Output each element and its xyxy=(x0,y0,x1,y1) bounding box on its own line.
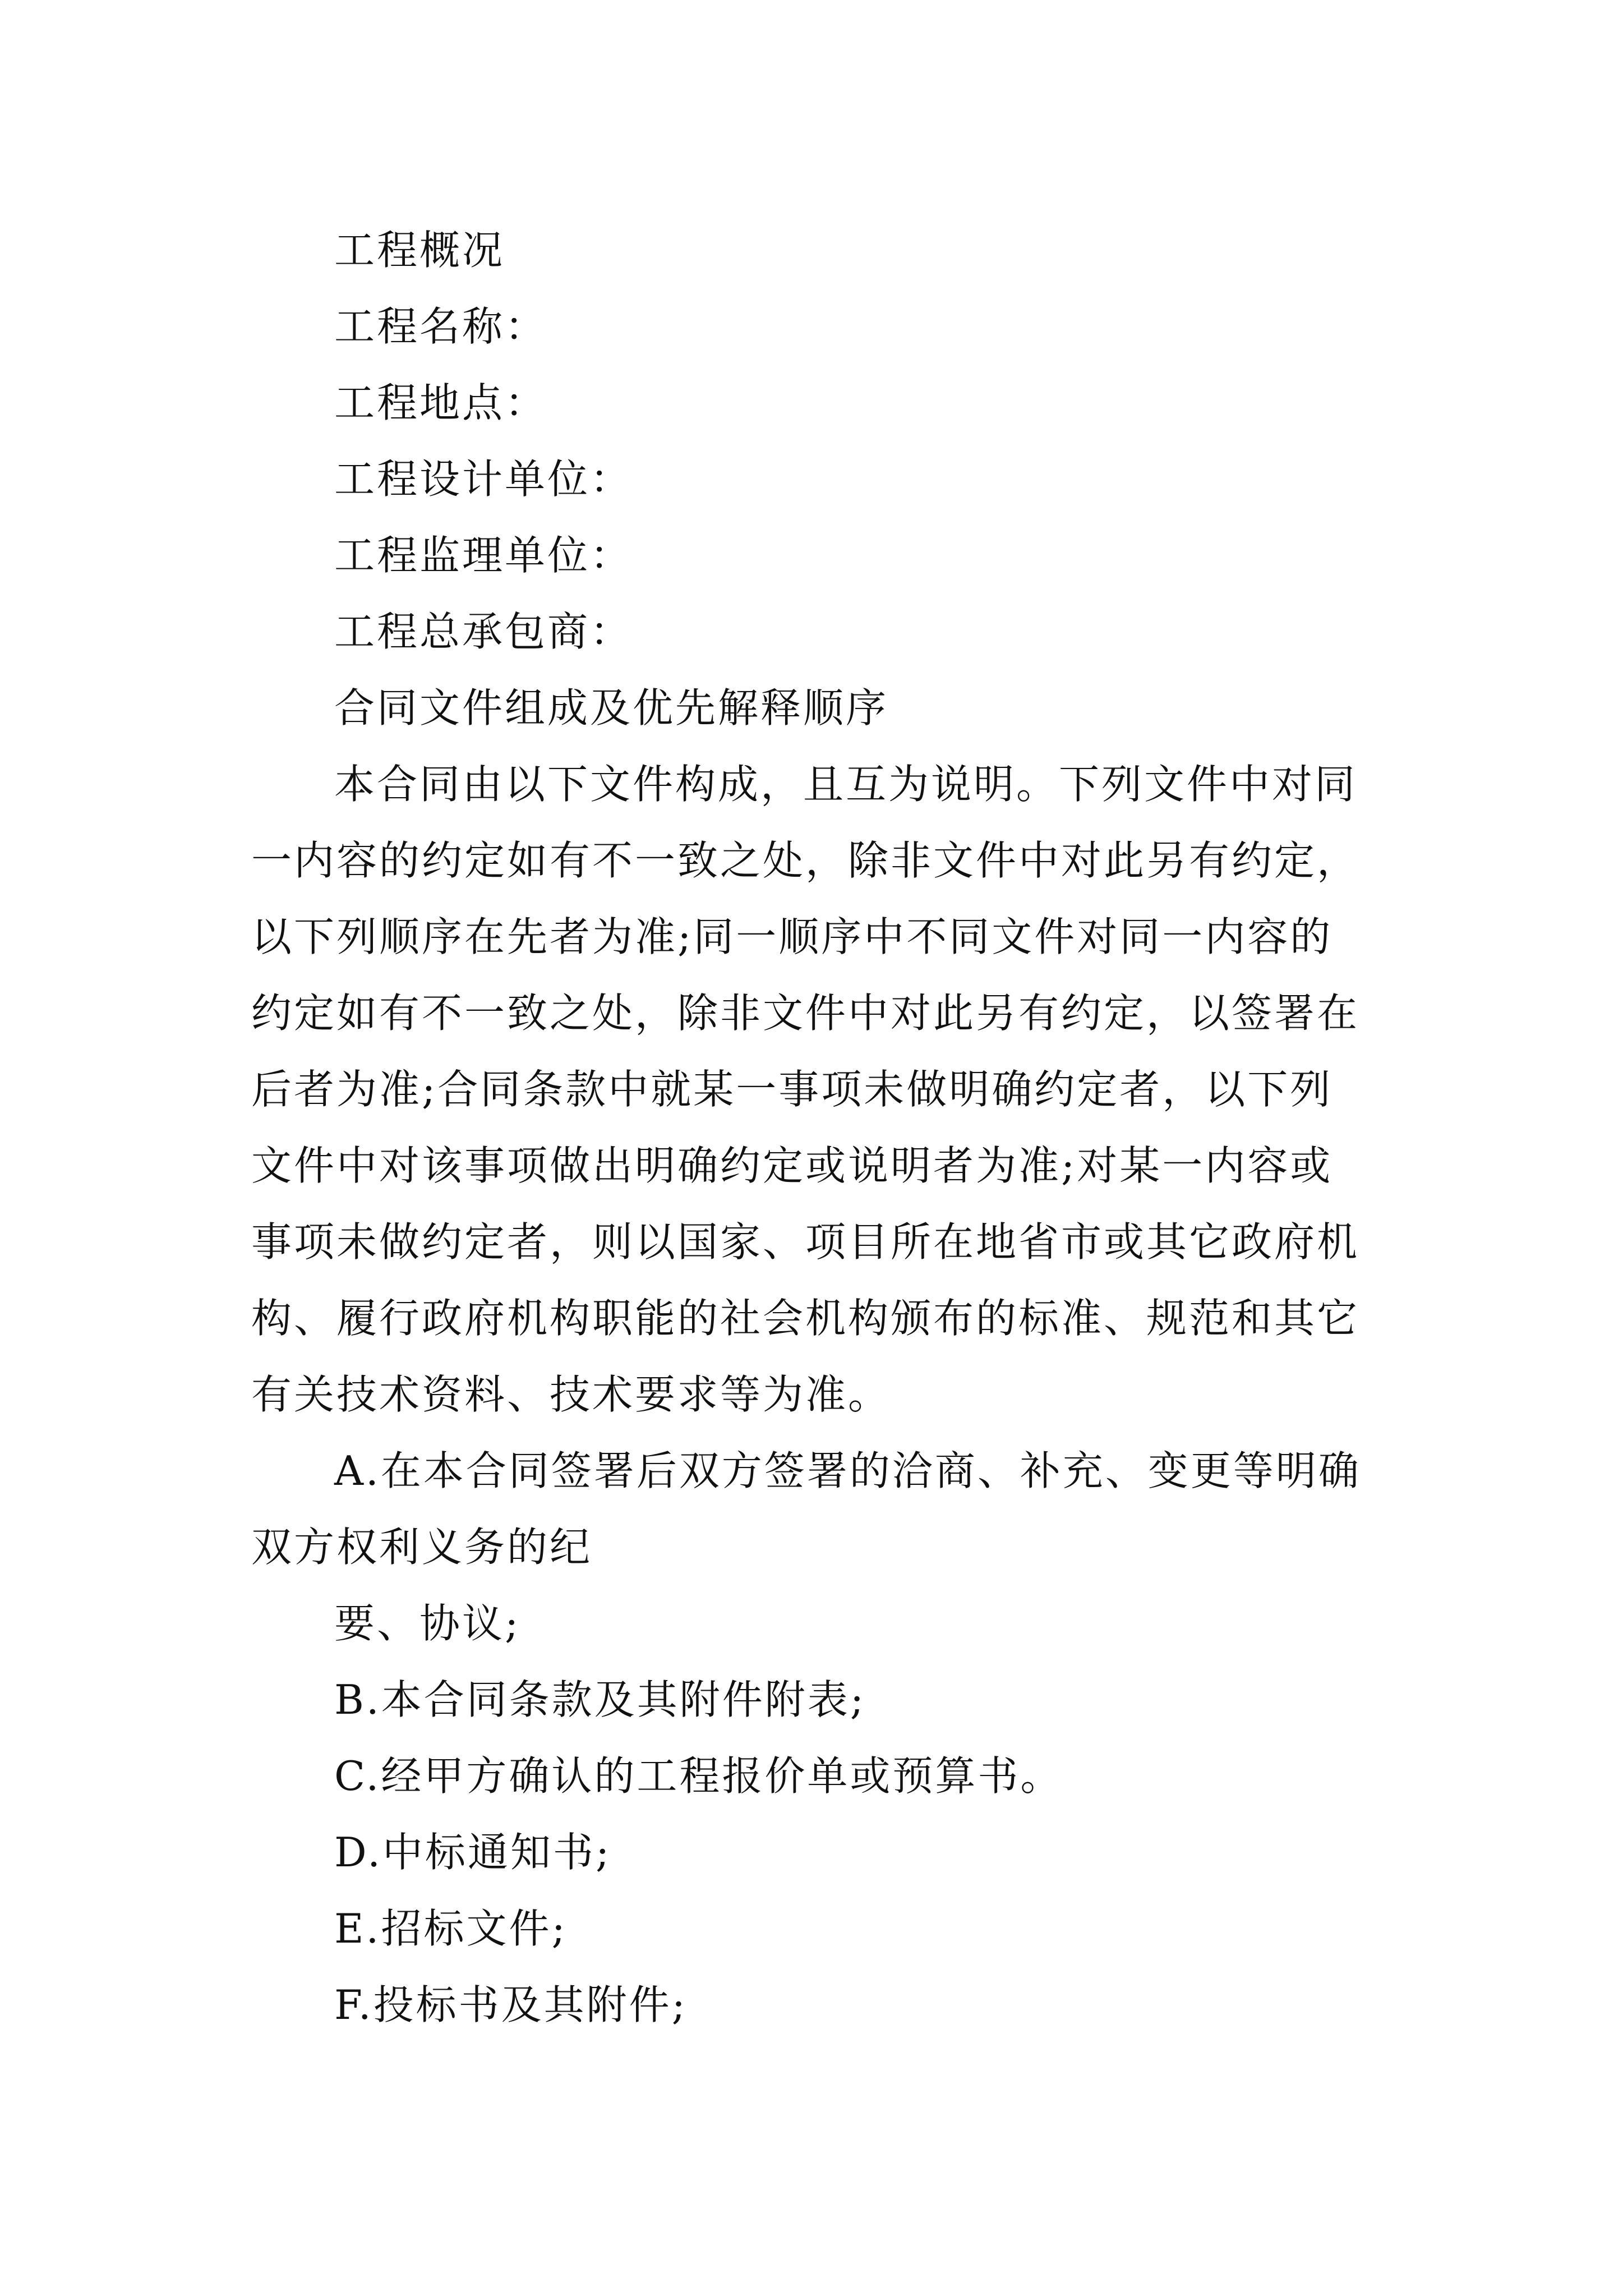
field-project-location: 工程地点： xyxy=(334,379,548,426)
paragraph-line: 本合同由以下文件构成，且互为说明。下列文件中对同 xyxy=(334,761,1358,808)
list-item-a-continued: 双方权利义务的纪 xyxy=(251,1524,593,1571)
field-design-unit: 工程设计单位： xyxy=(334,455,633,503)
field-project-name: 工程名称： xyxy=(334,303,548,350)
list-item-f: F.投标书及其附件; xyxy=(334,1981,688,2028)
paragraph-line: 以下列顺序在先者为准;同一顺序中不同文件对同一内容的 xyxy=(251,913,1333,960)
list-item-c: C.经甲方确认的工程报价单或预算书。 xyxy=(334,1752,1063,1800)
list-item-a-continued: 要、协议; xyxy=(334,1600,521,1647)
paragraph-line: 后者为准;合同条款中就某一事项未做明确约定者，以下列 xyxy=(251,1066,1333,1113)
list-item-e: E.招标文件; xyxy=(334,1905,568,1952)
paragraph-line: 一内容的约定如有不一致之处，除非文件中对此另有约定， xyxy=(251,837,1360,884)
paragraph-line: 文件中对该事项做出明确约定或说明者为准;对某一内容或 xyxy=(251,1142,1333,1189)
field-supervision-unit: 工程监理单位： xyxy=(334,532,633,579)
list-item-b: B.本合同条款及其附件附表; xyxy=(334,1676,866,1723)
paragraph-line: 构、履行政府机构职能的社会机构颁布的标准、规范和其它 xyxy=(251,1295,1360,1342)
section-heading-contract-documents: 合同文件组成及优先解释顺序 xyxy=(334,684,889,731)
field-general-contractor: 工程总承包商： xyxy=(334,608,633,655)
list-item-d: D.中标通知书; xyxy=(334,1829,612,1876)
paragraph-line: 有关技术资料、技术要求等为准。 xyxy=(251,1371,891,1418)
paragraph-line: 事项未做约定者，则以国家、项目所在地省市或其它政府机 xyxy=(251,1218,1360,1266)
section-heading-overview: 工程概况 xyxy=(334,227,505,274)
list-item-a: A.在本合同签署后双方签署的洽商、补充、变更等明确 xyxy=(334,1447,1361,1494)
paragraph-line: 约定如有不一致之处，除非文件中对此另有约定，以签署在 xyxy=(251,990,1360,1037)
